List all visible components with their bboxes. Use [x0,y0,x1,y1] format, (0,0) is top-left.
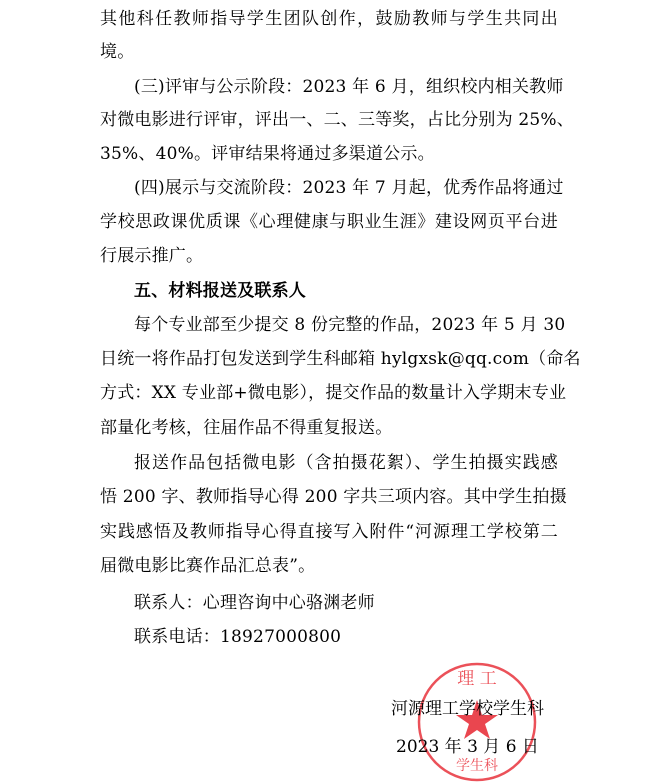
body-text-line: 其他科任教师指导学生团队创作，鼓励教师与学生共同出 [100,9,558,29]
body-text-line: 每个专业部至少提交 8 份完整的作品，2023 年 5 月 30 [134,315,566,335]
body-text-line: 方式：XX 专业部+微电影），提交作品的数量计入学期末专业 [100,383,567,403]
body-text-line: 对微电影进行评审，评出一、二、三等奖，占比分别为 25%、 [100,110,574,130]
body-text-line: 悟 200 字、教师指导心得 200 字共三项内容。其中学生拍摄 [100,487,567,507]
section-three-heading-line: (三)评审与公示阶段：2023 年 6 月，组织校内相关教师 [134,77,564,97]
official-seal-stamp [415,660,539,784]
body-text-line: 学校思政课优质课《心理健康与职业生涯》建设网页平台进 [100,212,558,232]
body-text-line: 日统一将作品打包发送到学生科邮箱 hylgxsk@qq.com（命名 [100,349,581,369]
signature-organization: 河源理工学校学生科 [391,699,544,719]
svg-text:学生科: 学生科 [456,758,498,774]
section-five-heading: 五、材料报送及联系人 [134,281,306,301]
body-text-line: 报送作品包括微电影（含拍摄花絮）、学生拍摄实践感 [134,453,558,473]
svg-text:理 工: 理 工 [457,669,497,689]
body-text-line: 实践感悟及教师指导心得直接写入附件“河源理工学校第二 [100,522,558,542]
body-text-line: 境。 [100,42,135,62]
body-text-line: 35%、40%。评审结果将通过多渠道公示。 [100,144,435,164]
body-text-line: 届微电影比赛作品汇总表”。 [100,556,316,576]
contact-phone: 联系电话：18927000800 [134,627,342,647]
body-text-line: 部量化考核，往届作品不得重复报送。 [100,418,393,438]
body-text-line: 行展示推广。 [100,246,204,266]
contact-person: 联系人：心理咨询中心骆渊老师 [134,593,375,613]
section-four-heading-line: (四)展示与交流阶段：2023 年 7 月起，优秀作品将通过 [134,178,564,198]
signature-date: 2023 年 3 月 6 日 [396,737,539,757]
